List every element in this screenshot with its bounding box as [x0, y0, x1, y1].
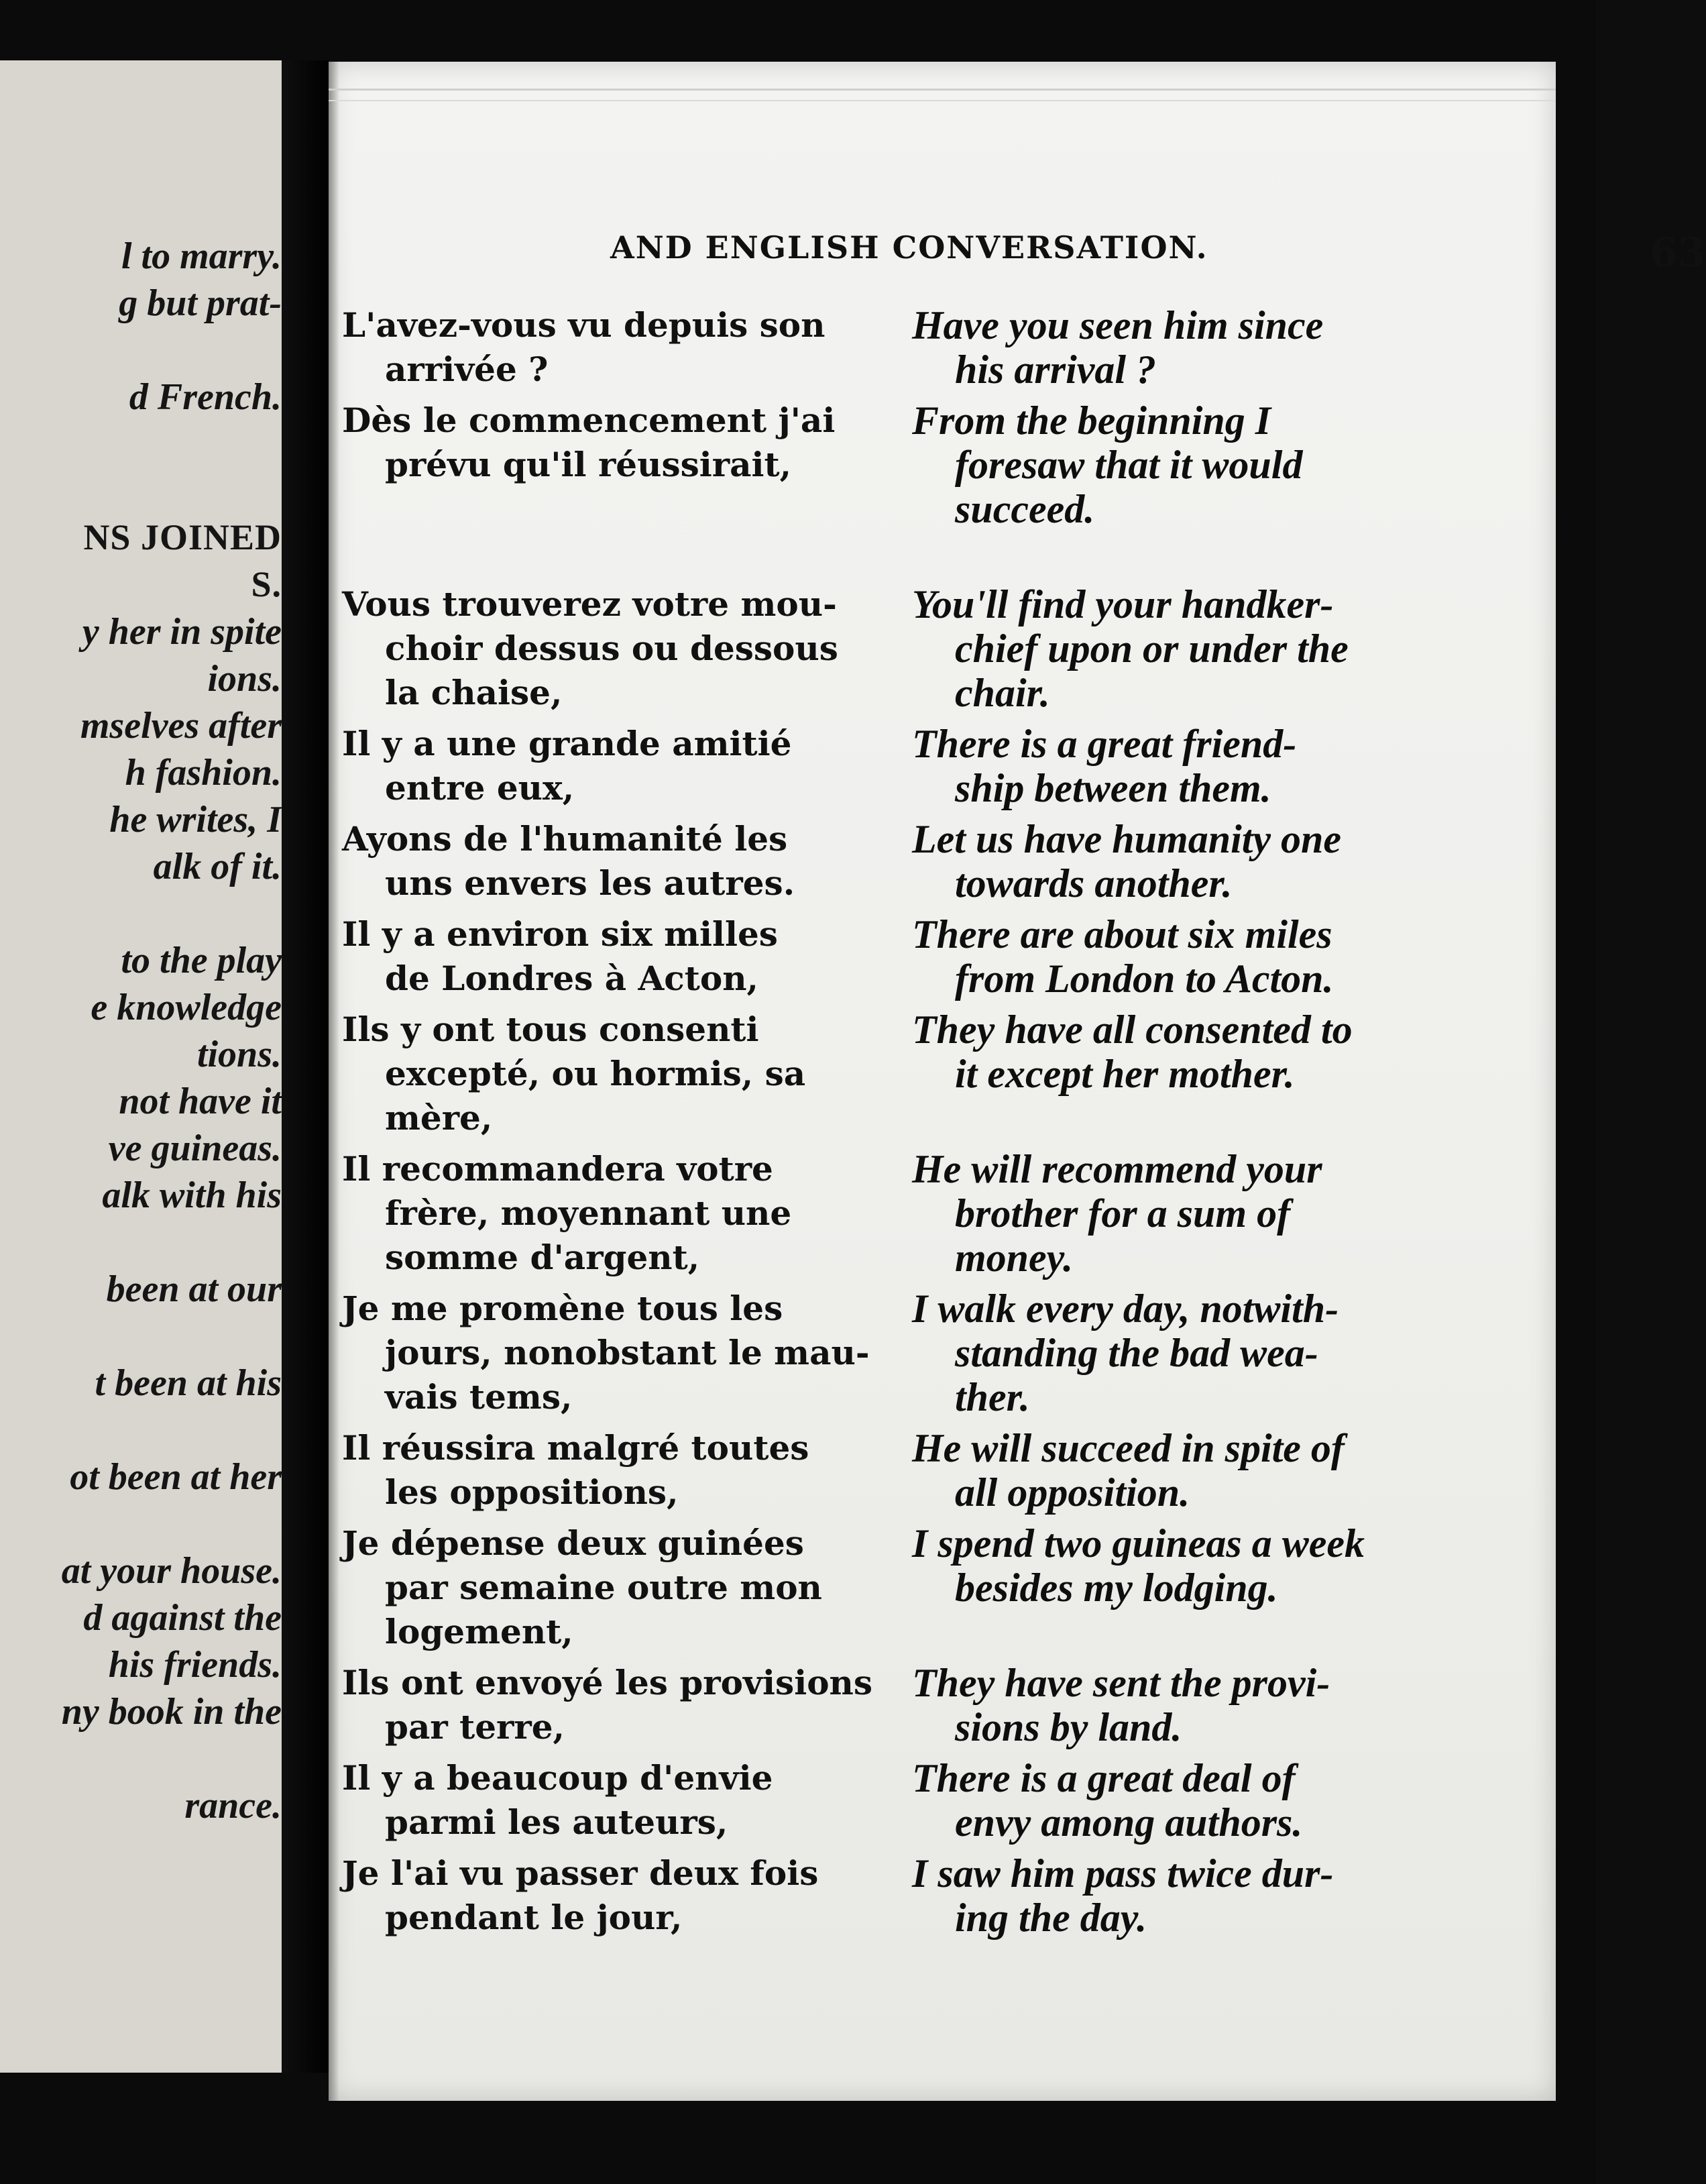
english-line: sions by land. [955, 1705, 1182, 1749]
english-line: towards another. [955, 861, 1233, 906]
french-phrase [342, 398, 892, 487]
english-line: all opposition. [955, 1470, 1190, 1515]
english-line: There is a great friend- [912, 722, 1297, 766]
english-phrase [912, 398, 1448, 531]
english-phrase [912, 1521, 1448, 1610]
previous-page-line: not have it [119, 1081, 282, 1122]
french-line: L'avez-vous vu depuis son [342, 305, 826, 345]
french-line: frère, moyennant une [385, 1193, 792, 1233]
french-line: la chaise, [385, 673, 563, 712]
english-line: They have all consented to [912, 1007, 1353, 1052]
english-line: They have sent the provi- [912, 1661, 1330, 1705]
french-phrase [342, 817, 892, 906]
previous-page-line: l to marry. [121, 235, 282, 277]
phrase-pairs [342, 303, 1556, 2047]
english-phrase [912, 817, 1448, 906]
previous-page-line: he writes, I [109, 799, 282, 840]
english-line: envy among authors. [955, 1800, 1303, 1845]
previous-page-line: ny book in the [61, 1691, 282, 1733]
previous-page-line: NS JOINED [83, 517, 282, 557]
page-top-edge [329, 89, 1556, 101]
french-phrase [342, 912, 892, 1001]
french-line: jours, nonobstant le mau- [385, 1333, 870, 1372]
english-line: He will recommend your [912, 1147, 1322, 1191]
french-line: excepté, ou hormis, sa [385, 1054, 806, 1093]
french-line: logement, [385, 1612, 573, 1651]
previous-page-line: his friends. [108, 1644, 282, 1686]
english-phrase [912, 722, 1448, 810]
french-line: de Londres à Acton, [385, 959, 758, 998]
previous-page-line: d against the [83, 1597, 282, 1639]
french-line: par terre, [385, 1707, 565, 1747]
previous-page-lines [0, 60, 295, 2073]
english-line: Have you seen him since [912, 303, 1324, 347]
english-line: money. [955, 1236, 1074, 1280]
english-line: brother for a sum of [955, 1191, 1291, 1236]
french-line: somme d'argent, [385, 1238, 700, 1277]
french-line: par semaine outre mon [385, 1568, 822, 1607]
french-line: entre eux, [385, 768, 575, 808]
previous-page-line: ot been at her [70, 1456, 282, 1498]
french-line: les oppositions, [385, 1472, 679, 1512]
english-line: ship between them. [955, 766, 1271, 810]
english-phrase [912, 1426, 1448, 1515]
running-head [610, 229, 1706, 283]
english-line: ther. [955, 1375, 1030, 1419]
french-line: prévu qu'il réussirait, [385, 445, 791, 484]
french-line: Ils ont envoyé les provisions [342, 1663, 873, 1702]
english-phrase [912, 303, 1448, 392]
english-phrase [912, 1661, 1448, 1749]
english-line: ing the day. [955, 1896, 1147, 1940]
previous-page-line: rance. [184, 1785, 282, 1826]
french-line: Ils y ont tous consenti [342, 1009, 759, 1049]
english-line: I spend two guineas a week [912, 1521, 1365, 1566]
english-line: it except her mother. [955, 1052, 1295, 1096]
english-line: his arrival ? [955, 347, 1157, 392]
french-line: vais tems, [385, 1377, 573, 1417]
english-line: You'll find your handker- [912, 582, 1334, 626]
english-phrase [912, 1287, 1448, 1419]
english-line: besides my lodging. [955, 1566, 1278, 1610]
english-line: standing the bad wea- [955, 1331, 1318, 1375]
previous-page-line: been at our [106, 1268, 282, 1310]
french-line: Il y a une grande amitié [342, 724, 792, 763]
french-line: Je l'ai vu passer deux fois [342, 1853, 819, 1893]
english-phrase [912, 1756, 1448, 1845]
french-line: mère, [385, 1098, 493, 1138]
french-phrase [342, 1007, 892, 1140]
french-phrase [342, 303, 892, 392]
english-line: Let us have humanity one [912, 817, 1342, 861]
english-line: He will succeed in spite of [912, 1426, 1345, 1470]
english-phrase [912, 582, 1448, 715]
english-line: chair. [955, 671, 1050, 715]
english-phrase [912, 912, 1448, 1001]
french-line: pendant le jour, [385, 1898, 683, 1937]
english-line: There are about six miles [912, 912, 1332, 957]
french-phrase [342, 582, 892, 715]
english-line: I saw him pass twice dur- [912, 1851, 1334, 1896]
english-phrase [912, 1147, 1448, 1280]
french-phrase [342, 1661, 892, 1749]
previous-page-line: alk with his [102, 1175, 282, 1216]
french-line: Je me promène tous les [342, 1289, 783, 1328]
french-line: Ayons de l'humanité les [342, 819, 788, 859]
french-line: choir dessus ou dessous [385, 629, 838, 668]
english-line: There is a great deal of [912, 1756, 1296, 1800]
english-line: from London to Acton. [955, 957, 1334, 1001]
french-line: Il recommandera votre [342, 1149, 773, 1189]
english-phrase [912, 1007, 1448, 1096]
english-line: I walk every day, notwith- [912, 1287, 1339, 1331]
previous-page-line: tions. [196, 1034, 282, 1075]
previous-page-line: S. [251, 564, 282, 604]
french-phrase [342, 1756, 892, 1845]
french-phrase [342, 1521, 892, 1654]
french-line: Je dépense deux guinées [342, 1523, 804, 1563]
previous-page-line: e knowledge [91, 987, 282, 1028]
previous-page-line: alk of it. [153, 846, 282, 887]
previous-page-line: to the play [121, 940, 282, 981]
french-phrase [342, 1851, 892, 1940]
french-phrase [342, 1426, 892, 1515]
french-phrase [342, 1287, 892, 1419]
french-line: Il y a beaucoup d'envie [342, 1758, 773, 1798]
french-phrase [342, 1147, 892, 1280]
previous-page-line: t been at his [95, 1362, 282, 1404]
english-phrase [912, 1851, 1448, 1940]
french-line: uns envers les autres. [385, 863, 795, 903]
gutter-shadow [282, 60, 329, 2073]
previous-page-line: g but prat- [119, 282, 282, 324]
french-line: Vous trouverez votre mou- [342, 584, 837, 624]
english-line: succeed. [955, 487, 1095, 531]
previous-page-line: h fashion. [125, 752, 282, 794]
previous-page-line: mselves after [80, 705, 282, 747]
french-line: Dès le commencement j'ai [342, 400, 836, 440]
english-line: chief upon or under the [955, 626, 1349, 671]
previous-page-line: ve guineas. [108, 1128, 282, 1169]
page-63 [329, 62, 1706, 2101]
previous-page-line: at your house. [61, 1550, 282, 1592]
french-line: Il réussira malgré toutes [342, 1428, 809, 1468]
french-line: arrivée ? [385, 349, 549, 389]
previous-page-line: ions. [207, 658, 282, 700]
previous-page-line: y her in spite [82, 611, 282, 653]
english-line: foresaw that it would [955, 443, 1303, 487]
previous-page-line: d French. [129, 376, 282, 418]
previous-page-fragment [0, 60, 295, 2073]
running-head-title: AND ENGLISH CONVERSATION. [610, 229, 1208, 266]
page-number: 63 [1650, 229, 1706, 276]
english-line: From the beginning I [912, 398, 1271, 443]
french-phrase [342, 722, 892, 810]
french-line: parmi les auteurs, [385, 1802, 728, 1842]
french-line: Il y a environ six milles [342, 914, 778, 954]
